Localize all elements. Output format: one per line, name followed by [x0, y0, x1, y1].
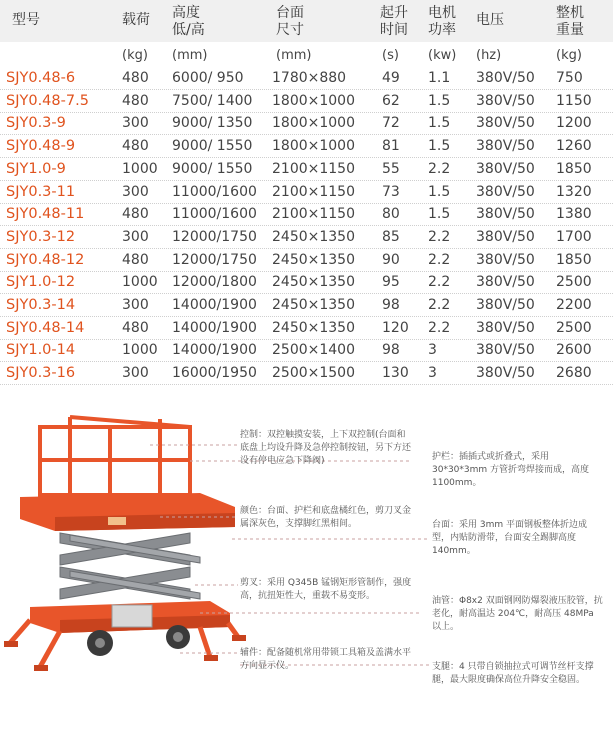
table-row: [0, 67, 613, 89]
cell-weight: 1380: [556, 206, 592, 223]
guardrail-drawing: [40, 417, 190, 495]
cell-weight: 2500: [556, 319, 592, 336]
cell-height: 9000/ 1350: [172, 115, 253, 132]
row-divider: [0, 384, 613, 385]
cell-weight: 1260: [556, 138, 592, 155]
annotation-hose: 油管：Φ8x2 双面钢网防爆裂液压胶管，抗老化，耐高温达 204℃，耐高压 48MPa 以上。: [432, 596, 603, 632]
cell-height: 12000/1750: [172, 228, 257, 245]
cell-motor-power: 1.1: [428, 70, 451, 86]
table-row: [0, 135, 613, 157]
cell-motor-power: 2.2: [428, 251, 451, 268]
cell-platform-size: 1800×1000: [272, 92, 355, 109]
cell-platform-size: 2450×1350: [272, 274, 355, 291]
cell-load: 1000: [122, 342, 158, 359]
cell-motor-power: 3: [428, 365, 437, 382]
cell-height: 14000/1900: [172, 319, 257, 336]
header-model: 型号: [12, 12, 40, 28]
cell-lift-time: 81: [382, 138, 400, 155]
cell-height: 9000/ 1550: [172, 138, 253, 155]
cell-lift-time: 85: [382, 228, 400, 245]
cell-motor-power: 1.5: [428, 115, 451, 132]
table-row: [0, 317, 613, 339]
cell-platform-size: 2450×1350: [272, 228, 355, 245]
cell-motor-power: 2.2: [428, 160, 451, 177]
cell-load: 1000: [122, 160, 158, 177]
cell-weight: 2500: [556, 274, 592, 291]
cell-voltage: 380V/50: [476, 365, 535, 382]
table-row: [0, 158, 613, 180]
table-row: [0, 226, 613, 248]
table-row: [0, 271, 613, 293]
cell-load: 480: [122, 251, 149, 268]
cell-platform-size: 2450×1350: [272, 251, 355, 268]
cell-platform-size: 2450×1350: [272, 319, 355, 336]
cell-lift-time: 62: [382, 92, 400, 109]
cell-lift-time: 98: [382, 342, 400, 359]
cell-load: 300: [122, 365, 149, 382]
cell-model: SJY0.3-16: [6, 365, 76, 382]
cell-platform-size: 2100×1150: [272, 206, 355, 223]
cell-lift-time: 55: [382, 160, 400, 177]
cell-load: 480: [122, 70, 149, 86]
cell-load: 300: [122, 115, 149, 132]
cell-voltage: 380V/50: [476, 228, 535, 245]
cell-load: 300: [122, 183, 149, 200]
cell-motor-power: 3: [428, 342, 437, 359]
cell-model: SJY0.48-6: [6, 70, 76, 86]
unit-height: (mm): [172, 48, 208, 63]
cell-weight: 1150: [556, 92, 592, 109]
cell-weight: 1850: [556, 160, 592, 177]
cell-model: SJY0.3-9: [6, 115, 66, 132]
cell-lift-time: 73: [382, 183, 400, 200]
cell-voltage: 380V/50: [476, 160, 535, 177]
cell-motor-power: 1.5: [428, 138, 451, 155]
cell-height: 6000/ 950: [172, 70, 244, 86]
cell-motor-power: 1.5: [428, 183, 451, 200]
cell-model: SJY0.48-9: [6, 138, 76, 155]
cell-platform-size: 2100×1150: [272, 160, 355, 177]
cell-weight: 1850: [556, 251, 592, 268]
cell-lift-time: 98: [382, 297, 400, 313]
cell-weight: 1320: [556, 183, 592, 200]
cell-height: 14000/1900: [172, 342, 257, 359]
cell-lift-time: 90: [382, 251, 400, 268]
cell-lift-time: 120: [382, 319, 409, 336]
cell-load: 480: [122, 319, 149, 336]
cell-voltage: 380V/50: [476, 319, 535, 336]
cell-lift-time: 72: [382, 115, 400, 132]
cell-model: SJY0.48-7.5: [6, 92, 89, 109]
cell-model: SJY0.48-14: [6, 319, 85, 336]
cell-load: 300: [122, 228, 149, 245]
cell-model: SJY1.0-12: [6, 274, 76, 291]
annotation-platform: 台面：采用 3mm 平面钢板整体折边成型，内贴防滑带，台面安全踢脚高度 140mm。: [432, 520, 587, 556]
cell-voltage: 380V/50: [476, 297, 535, 313]
cell-motor-power: 1.5: [428, 92, 451, 109]
cell-model: SJY0.3-11: [6, 183, 76, 200]
cell-height: 12000/1750: [172, 251, 257, 268]
cell-voltage: 380V/50: [476, 115, 535, 132]
cell-platform-size: 1780×880: [272, 70, 347, 86]
cell-voltage: 380V/50: [476, 274, 535, 291]
table-row: [0, 112, 613, 134]
cell-height: 11000/1600: [172, 183, 257, 200]
cell-height: 9000/ 1550: [172, 160, 253, 177]
header-voltage: 电压: [476, 12, 504, 28]
table-row: [0, 90, 613, 112]
cell-height: 11000/1600: [172, 206, 257, 223]
cell-platform-size: 2500×1400: [272, 342, 355, 359]
cell-load: 480: [122, 206, 149, 223]
cell-weight: 2600: [556, 342, 592, 359]
unit-voltage: (hz): [476, 48, 502, 63]
cell-weight: 1700: [556, 228, 592, 245]
annotation-scissor: 剪叉：采用 Q345B 锰钢矩形管制作，强度高，抗扭矩性大，重载不易变形。: [240, 578, 412, 601]
header-weight: 整机 重量: [556, 5, 584, 38]
unit-motor-power: (kw): [428, 48, 457, 63]
cell-platform-size: 2500×1500: [272, 365, 355, 382]
cell-motor-power: 1.5: [428, 206, 451, 223]
cell-height: 14000/1900: [172, 297, 257, 313]
cell-model: SJY0.3-14: [6, 297, 76, 313]
cell-load: 1000: [122, 274, 158, 291]
cell-platform-size: 1800×1000: [272, 138, 355, 155]
annotation-guardrail: 护栏：插插式或折叠式，采用 30*30*3mm 方管折弯焊接而成，高度 1100mm。: [432, 452, 590, 488]
table-row: [0, 362, 613, 384]
cell-model: SJY0.3-12: [6, 228, 76, 245]
cell-model: SJY0.48-12: [6, 251, 85, 268]
annotation-control: 控制：双控触摸安装，上下双控制(台面和底盘上均设升降及急停控制按钮，另下方还设有停电应急下降阀): [240, 430, 412, 466]
table-row: [0, 339, 613, 361]
cell-voltage: 380V/50: [476, 70, 535, 86]
cell-platform-size: 1800×1000: [272, 115, 355, 132]
annotation-outrigger: 支腿：4 只带自锁抽拉式可调节丝杆支撑腿，最大限度确保高位升降安全稳固。: [432, 662, 594, 685]
table-row: [0, 249, 613, 271]
annotation-color: 颜色：台面、护栏和底盘橘红色，剪刀叉金属深灰色，支撑脚红黑相间。: [240, 506, 412, 529]
cell-platform-size: 2100×1150: [272, 183, 355, 200]
table-header-row: [0, 0, 613, 42]
cell-model: SJY0.48-11: [6, 206, 85, 223]
cell-voltage: 380V/50: [476, 183, 535, 200]
cell-height: 7500/ 1400: [172, 92, 253, 109]
cell-motor-power: 2.2: [428, 228, 451, 245]
cell-lift-time: 49: [382, 70, 400, 86]
annotation-accessory: 辅件：配备随机常用带锁工具箱及盖满水平方向显示仪。: [240, 648, 412, 671]
cell-lift-time: 95: [382, 274, 400, 291]
table-row: [0, 181, 613, 203]
cell-weight: 1200: [556, 115, 592, 132]
unit-load: (kg): [122, 48, 148, 63]
unit-weight: (kg): [556, 48, 582, 63]
cell-lift-time: 80: [382, 206, 400, 223]
scissor-arms-drawing: [60, 533, 200, 599]
header-platform-size: 台面 尺寸: [276, 5, 304, 38]
unit-lift-time: (s): [382, 48, 399, 63]
header-motor-power: 电机 功率: [428, 5, 456, 38]
cell-motor-power: 2.2: [428, 319, 451, 336]
cell-voltage: 380V/50: [476, 342, 535, 359]
cell-voltage: 380V/50: [476, 92, 535, 109]
header-lift-time: 起升 时间: [380, 5, 408, 38]
cell-voltage: 380V/50: [476, 206, 535, 223]
product-illustration: [0, 405, 613, 727]
cell-voltage: 380V/50: [476, 251, 535, 268]
cell-model: SJY1.0-9: [6, 160, 66, 177]
cell-voltage: 380V/50: [476, 138, 535, 155]
cell-load: 480: [122, 138, 149, 155]
cell-motor-power: 2.2: [428, 297, 451, 313]
cell-height: 12000/1800: [172, 274, 257, 291]
cell-lift-time: 130: [382, 365, 409, 382]
cell-motor-power: 2.2: [428, 274, 451, 291]
unit-platform-size: (mm): [276, 48, 312, 63]
cell-load: 480: [122, 92, 149, 109]
cell-platform-size: 2450×1350: [272, 297, 355, 313]
cell-model: SJY1.0-14: [6, 342, 76, 359]
header-height: 高度 低/高: [172, 5, 205, 38]
platform-drawing: [20, 493, 235, 531]
cell-height: 16000/1950: [172, 365, 257, 382]
cell-load: 300: [122, 297, 149, 313]
cell-weight: 750: [556, 70, 583, 86]
cell-weight: 2200: [556, 297, 592, 313]
header-load: 载荷: [122, 12, 150, 28]
table-row: [0, 203, 613, 225]
cell-weight: 2680: [556, 365, 592, 382]
table-row: [0, 294, 613, 316]
